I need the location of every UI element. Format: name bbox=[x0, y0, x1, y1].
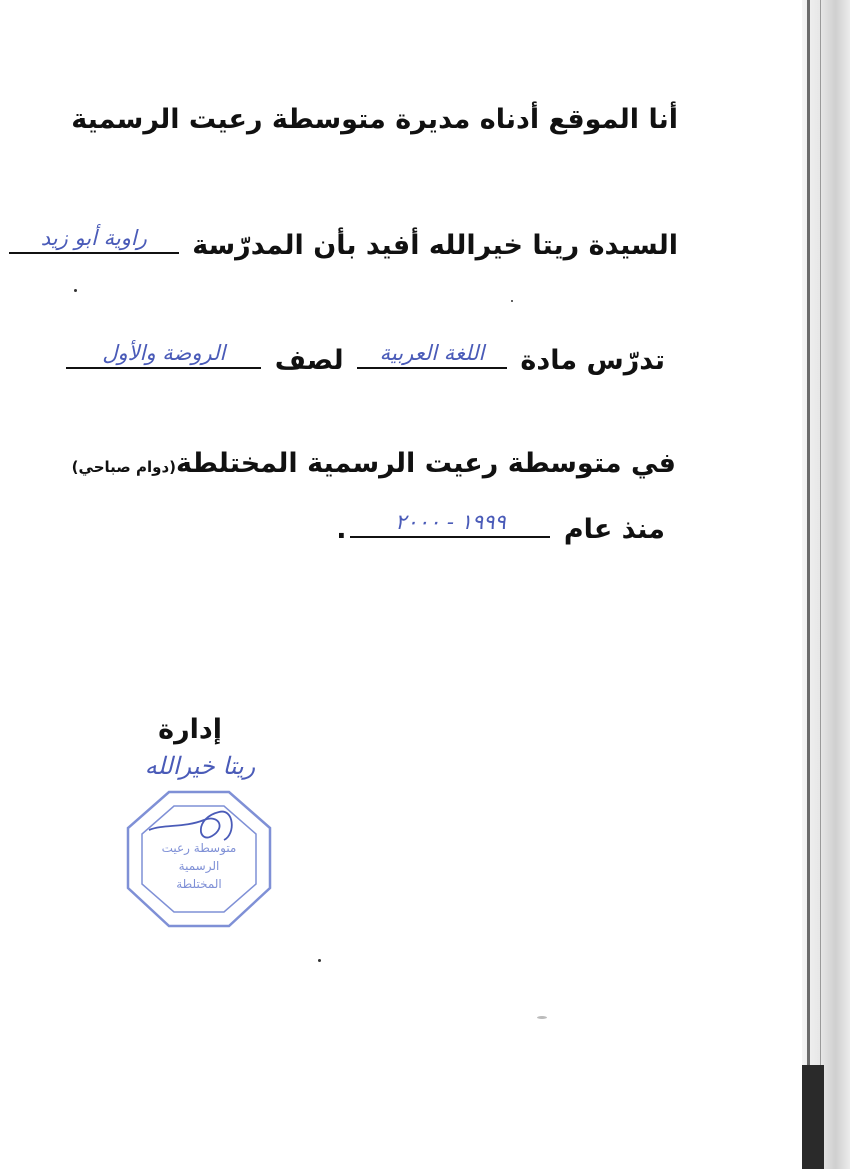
letter-line-3 bbox=[62, 337, 665, 376]
class-handwritten: الروضة والأول bbox=[102, 341, 226, 365]
scan-speck bbox=[537, 1016, 547, 1019]
scan-speck bbox=[74, 289, 77, 292]
years-blank bbox=[350, 506, 550, 538]
since-year-text: منذ عام bbox=[563, 514, 665, 545]
shift-note: (دوام صباحي) bbox=[71, 458, 176, 476]
subject-handwritten: اللغة العربية bbox=[379, 341, 485, 365]
administration-label: إدارة bbox=[158, 714, 222, 745]
scan-edge-line bbox=[807, 0, 810, 1169]
handwritten-signature-name bbox=[135, 752, 265, 780]
line-end-period: . bbox=[336, 514, 347, 545]
stamp-line-2: الرسمية bbox=[178, 859, 220, 873]
teacher-name-blank bbox=[9, 222, 179, 254]
declaration-text: السيدة ريتا خيرالله أفيد بأن المدرّسة bbox=[192, 230, 678, 261]
letter-line-4 bbox=[72, 448, 676, 479]
scan-speck bbox=[511, 300, 513, 302]
scan-speck bbox=[318, 959, 321, 962]
intro-text: أنا الموقع أدناه مديرة متوسطة رعيت الرسمية bbox=[71, 104, 678, 135]
teaches-subject-text: تدرّس مادة bbox=[520, 345, 665, 376]
teacher-name-handwritten: راوية أبو زيد bbox=[40, 226, 147, 250]
scan-edge-shadow bbox=[802, 1065, 824, 1169]
signature-name-text: ريتا خيرالله bbox=[144, 752, 256, 780]
scan-edge-line-thin bbox=[820, 0, 821, 1169]
school-text: في متوسطة رعيت الرسمية المختلطة bbox=[176, 448, 676, 479]
stamp-line-1: متوسطة رعيت bbox=[161, 841, 237, 855]
letter-line-1 bbox=[71, 104, 678, 135]
years-handwritten: ١٩٩٩ - ٢٠٠٠ bbox=[395, 510, 506, 534]
subject-blank bbox=[357, 337, 507, 369]
letter-line-2 bbox=[5, 222, 678, 261]
official-stamp bbox=[124, 788, 274, 930]
stamp-line-3: المختلطة bbox=[176, 877, 222, 891]
letter-line-5 bbox=[336, 506, 665, 545]
signature-scribble bbox=[149, 812, 232, 840]
class-blank bbox=[66, 337, 261, 369]
for-class-text: لصف bbox=[274, 345, 344, 376]
administration-heading bbox=[158, 714, 222, 745]
